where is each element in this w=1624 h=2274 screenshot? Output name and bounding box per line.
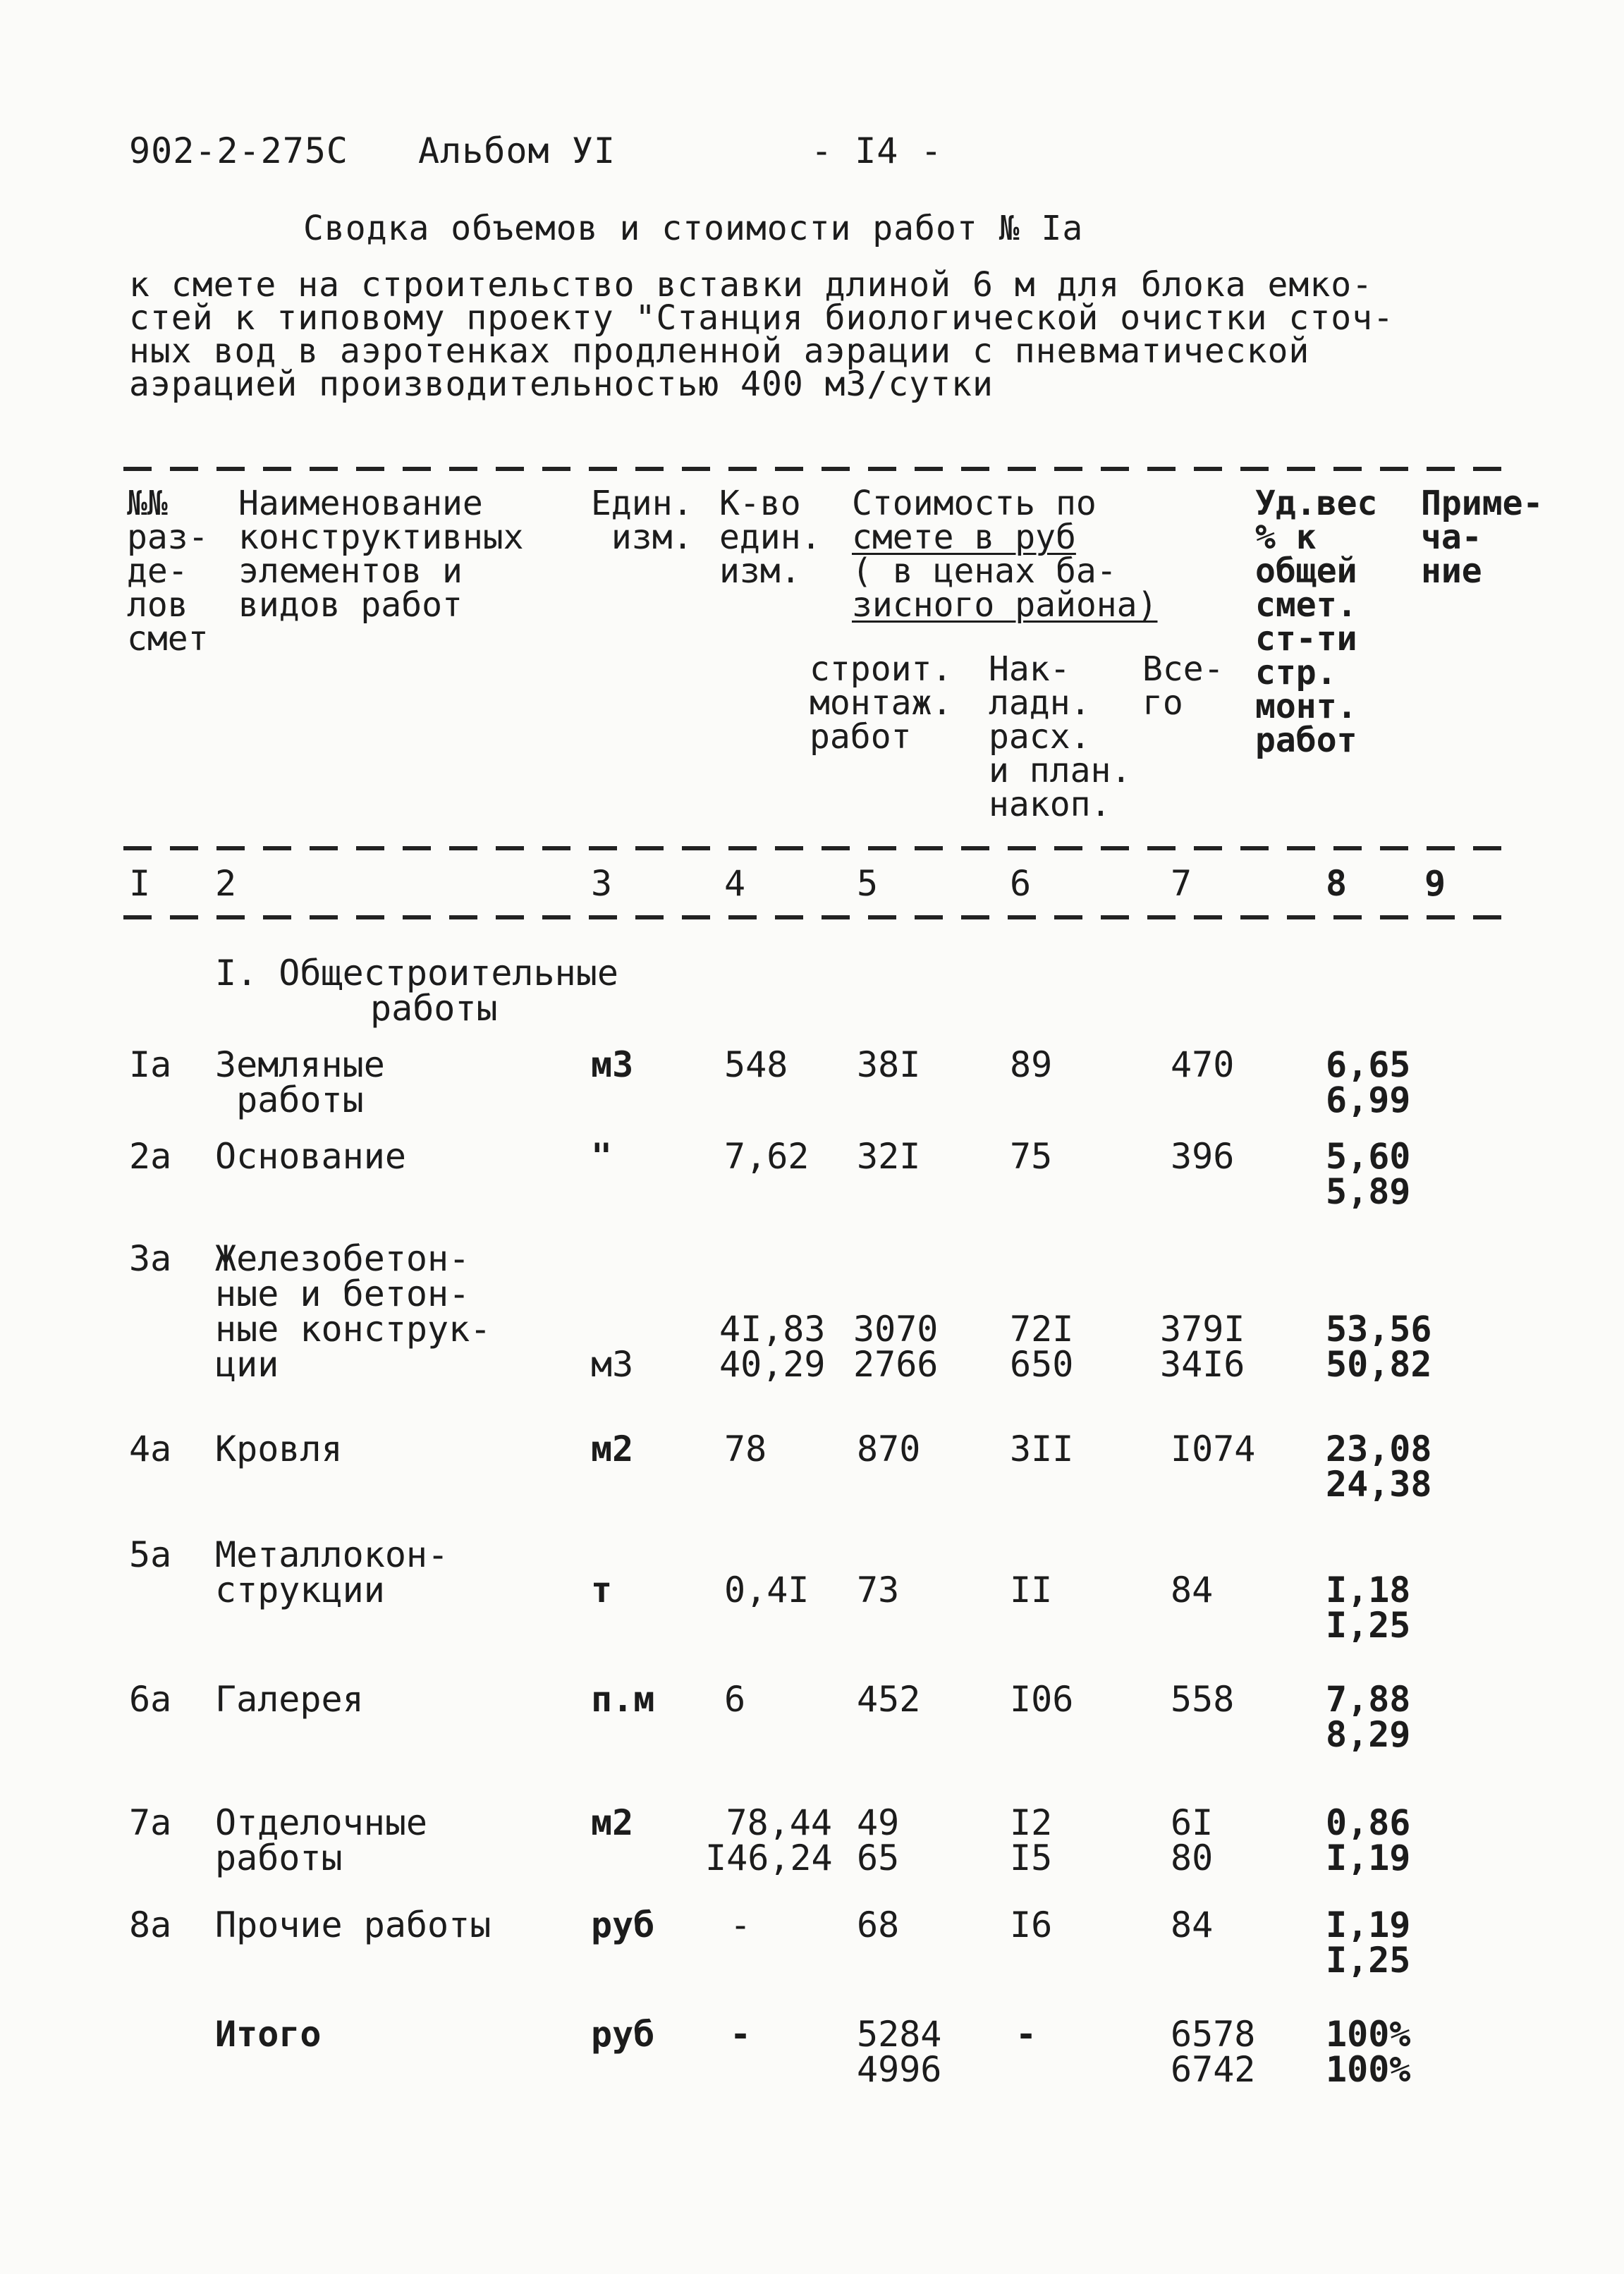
page-number: - I4 - xyxy=(811,130,943,171)
row-total: 470 xyxy=(1171,1044,1235,1085)
row-overhead: 75 xyxy=(1010,1136,1053,1177)
row-total: 396 xyxy=(1171,1136,1235,1177)
row-share: 0,86 I,19 xyxy=(1326,1802,1411,1878)
row-smr: 68 xyxy=(857,1905,900,1945)
row-unit: м3 xyxy=(591,1044,634,1085)
row-qty: 78,44 I46,24 xyxy=(705,1802,833,1878)
row-smr: 32I xyxy=(857,1136,921,1177)
row-overhead: - xyxy=(1015,2014,1037,2055)
header-bottom-rule xyxy=(123,915,1502,919)
col1-header: №№ раз- де- лов смет xyxy=(127,484,209,659)
row-unit: руб xyxy=(591,1905,655,1945)
document-code: 902-2-275С xyxy=(129,130,349,171)
row-smr: 3070 2766 xyxy=(853,1309,939,1385)
row-smr: 38I xyxy=(857,1044,921,1085)
album-label: Альбом УI xyxy=(418,130,616,171)
row-overhead: 89 xyxy=(1010,1044,1053,1085)
row-name: Итого xyxy=(215,2014,322,2055)
subtitle-line-2: стей к типовому проекту "Станция биологической очистки сточ- xyxy=(129,298,1394,338)
colnum-3: 3 xyxy=(591,863,613,904)
row-name: Отделочные работы xyxy=(215,1802,428,1878)
header-top-rule xyxy=(123,467,1502,471)
row-total: 6578 6742 xyxy=(1171,2014,1256,2090)
row-overhead: I2 I5 xyxy=(1010,1802,1053,1878)
row-smr: 49 65 xyxy=(857,1802,900,1878)
col9-header: Приме- ча- ние xyxy=(1421,484,1544,591)
row-share: 100% 100% xyxy=(1326,2014,1411,2090)
col8-header: Уд.вес % к общей смет. ст-ти стр. монт. работ xyxy=(1255,484,1378,760)
col7-header: Все- го xyxy=(1142,649,1224,723)
row-overhead: I06 xyxy=(1010,1679,1074,1720)
row-code: Iа xyxy=(129,1044,172,1085)
row-share: 7,88 8,29 xyxy=(1326,1679,1411,1755)
row-unit: " xyxy=(591,1136,613,1177)
row-code: 6а xyxy=(129,1679,172,1720)
row-unit: м3 xyxy=(591,1344,634,1385)
row-code: 2а xyxy=(129,1136,172,1177)
row-share: 6,65 6,99 xyxy=(1326,1044,1411,1120)
document-title: Сводка объемов и стоимости работ № Iа xyxy=(303,209,1084,248)
header-mid-rule xyxy=(123,846,1502,850)
row-smr: 452 xyxy=(857,1679,921,1720)
row-smr: 73 xyxy=(857,1570,900,1610)
row-qty: 6 xyxy=(724,1679,746,1720)
colnum-8: 8 xyxy=(1326,863,1348,904)
colnum-7: 7 xyxy=(1171,863,1192,904)
colnum-5: 5 xyxy=(857,863,879,904)
row-total: 84 xyxy=(1171,1570,1214,1610)
row-total: 379I 34I6 xyxy=(1160,1309,1245,1385)
subtitle-line-1: к смете на строительство вставки длиной 6 м для блока емко- xyxy=(129,265,1374,305)
subtitle-line-3: ных вод в аэротенках продленной аэрации с пневматической xyxy=(129,331,1310,371)
row-code: 4а xyxy=(129,1429,172,1469)
row-share: I,18 I,25 xyxy=(1326,1570,1411,1646)
row-code: 3а xyxy=(129,1238,172,1279)
row-smr: 5284 4996 xyxy=(857,2014,942,2090)
row-smr: 870 xyxy=(857,1429,921,1469)
row-overhead: II xyxy=(1010,1570,1053,1610)
row-share: 23,08 24,38 xyxy=(1326,1429,1432,1505)
col2-header: Наименование конструктивных элементов и видов работ xyxy=(238,484,524,625)
col3-header: Един. изм. xyxy=(591,484,693,557)
row-qty: 548 xyxy=(724,1044,788,1085)
row-code: 8а xyxy=(129,1905,172,1945)
row-qty: 4I,83 40,29 xyxy=(719,1309,826,1385)
subtitle-line-4: аэрацией производительностью 400 м3/сутки xyxy=(129,365,994,404)
row-qty: 0,4I xyxy=(724,1570,810,1610)
row-name: Прочие работы xyxy=(215,1905,492,1945)
row-total: 558 xyxy=(1171,1679,1235,1720)
row-qty: - xyxy=(730,1905,752,1945)
row-total: 84 xyxy=(1171,1905,1214,1945)
colnum-2: 2 xyxy=(215,863,237,904)
row-unit: руб xyxy=(591,2014,655,2055)
row-qty: - xyxy=(730,2014,752,2055)
row-share: 5,60 5,89 xyxy=(1326,1136,1411,1212)
cost-group-header: Стоимость по смете в руб ( в ценах ба- зисного района) xyxy=(852,484,1158,625)
row-name: Основание xyxy=(215,1136,406,1177)
row-qty: 78 xyxy=(724,1429,767,1469)
row-name: Металлокон- струкции xyxy=(215,1534,449,1610)
colnum-9: 9 xyxy=(1424,863,1446,904)
row-overhead: 3II xyxy=(1010,1429,1074,1469)
row-qty: 7,62 xyxy=(724,1136,810,1177)
section-heading: I. Общестроительные xyxy=(215,953,618,994)
row-total: 6I 80 xyxy=(1171,1802,1214,1878)
row-unit: п.м xyxy=(591,1679,655,1720)
row-overhead: I6 xyxy=(1010,1905,1053,1945)
section-heading-cont: работы xyxy=(370,988,498,1029)
row-name: Галерея xyxy=(215,1679,364,1720)
row-share: I,19 I,25 xyxy=(1326,1905,1411,1981)
row-unit: т xyxy=(591,1570,613,1610)
row-name: Земляные работы xyxy=(215,1044,385,1120)
col4-header: К-во един. изм. xyxy=(719,484,822,591)
colnum-4: 4 xyxy=(724,863,746,904)
row-name: Железобетон- ные и бетон- ные конструк- ции xyxy=(215,1238,492,1385)
colnum-6: 6 xyxy=(1010,863,1032,904)
col5-header: строит. монтаж. работ xyxy=(810,649,953,757)
row-unit: м2 xyxy=(591,1429,634,1469)
row-overhead: 72I 650 xyxy=(1010,1309,1074,1385)
colnum-1: I xyxy=(129,863,151,904)
row-share: 53,56 50,82 xyxy=(1326,1309,1432,1385)
row-total: I074 xyxy=(1171,1429,1256,1469)
row-code: 7а xyxy=(129,1802,172,1843)
col6-header: Нак- ладн. расх. и план. накоп. xyxy=(989,649,1132,824)
row-name: Кровля xyxy=(215,1429,343,1469)
row-unit: м2 xyxy=(591,1802,634,1843)
row-code: 5а xyxy=(129,1534,172,1575)
